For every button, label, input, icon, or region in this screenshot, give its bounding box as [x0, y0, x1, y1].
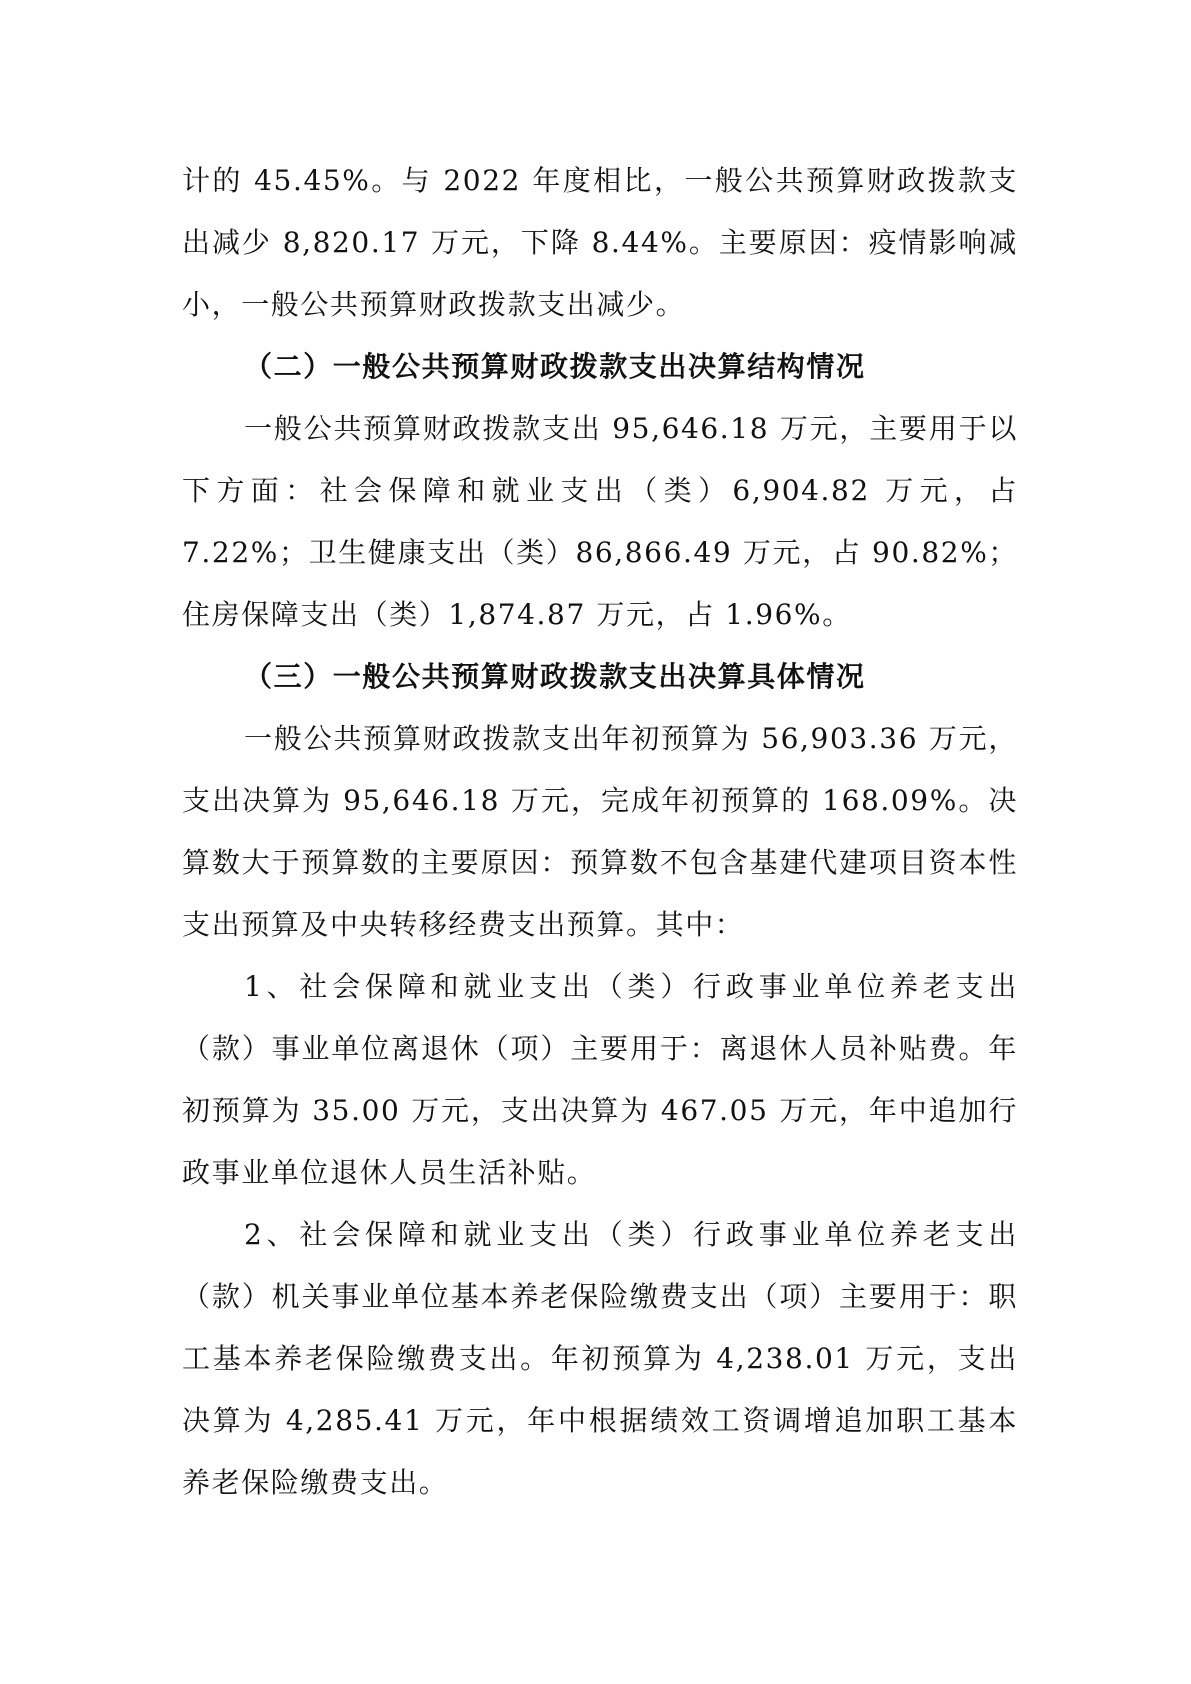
section-heading-structure: （二）一般公共预算财政拨款支出决算结构情况 — [244, 350, 866, 383]
paragraph-structure-details: 一般公共预算财政拨款支出 95,646.18 万元，主要用于以下方面：社会保障和就业支出（类）6,904.82 万元，占 7.22%；卫生健康支出（类）86,866.49 万元，占 90.82%；住房保障支出（类）1,874.87 万元，占 1.96%。 — [182, 412, 1018, 631]
paragraph-budget-overview: 一般公共预算财政拨款支出年初预算为 56,903.36 万元，支出决算为 95,646.18 万元，完成年初预算的 168.09%。决算数大于预算数的主要原因：预算数不包含基建代建项目资本性支出预算及中央转移经费支出预算。其中： — [182, 722, 1018, 941]
document-body — [182, 150, 1018, 1514]
section-heading-specifics: （三）一般公共预算财政拨款支出决算具体情况 — [244, 660, 866, 693]
paragraph-item-retirement: 1、社会保障和就业支出（类）行政事业单位养老支出（款）事业单位离退休（项）主要用于：离退休人员补贴费。年初预算为 35.00 万元，支出决算为 467.05 万元，年中追加行政事业单位退休人员生活补贴。 — [182, 970, 1018, 1189]
paragraph-expenditure-comparison: 计的 45.45%。与 2022 年度相比，一般公共预算财政拨款支出减少 8,820.17 万元，下降 8.44%。主要原因：疫情影响减小，一般公共预算财政拨款支出减少。 — [182, 164, 1018, 321]
paragraph-item-pension-insurance: 2、社会保障和就业支出（类）行政事业单位养老支出（款）机关事业单位基本养老保险缴费支出（项）主要用于：职工基本养老保险缴费支出。年初预算为 4,238.01 万元，支出决算为 4,285.41 万元，年中根据绩效工资调增追加职工基本养老保险缴费支出。 — [182, 1218, 1018, 1499]
